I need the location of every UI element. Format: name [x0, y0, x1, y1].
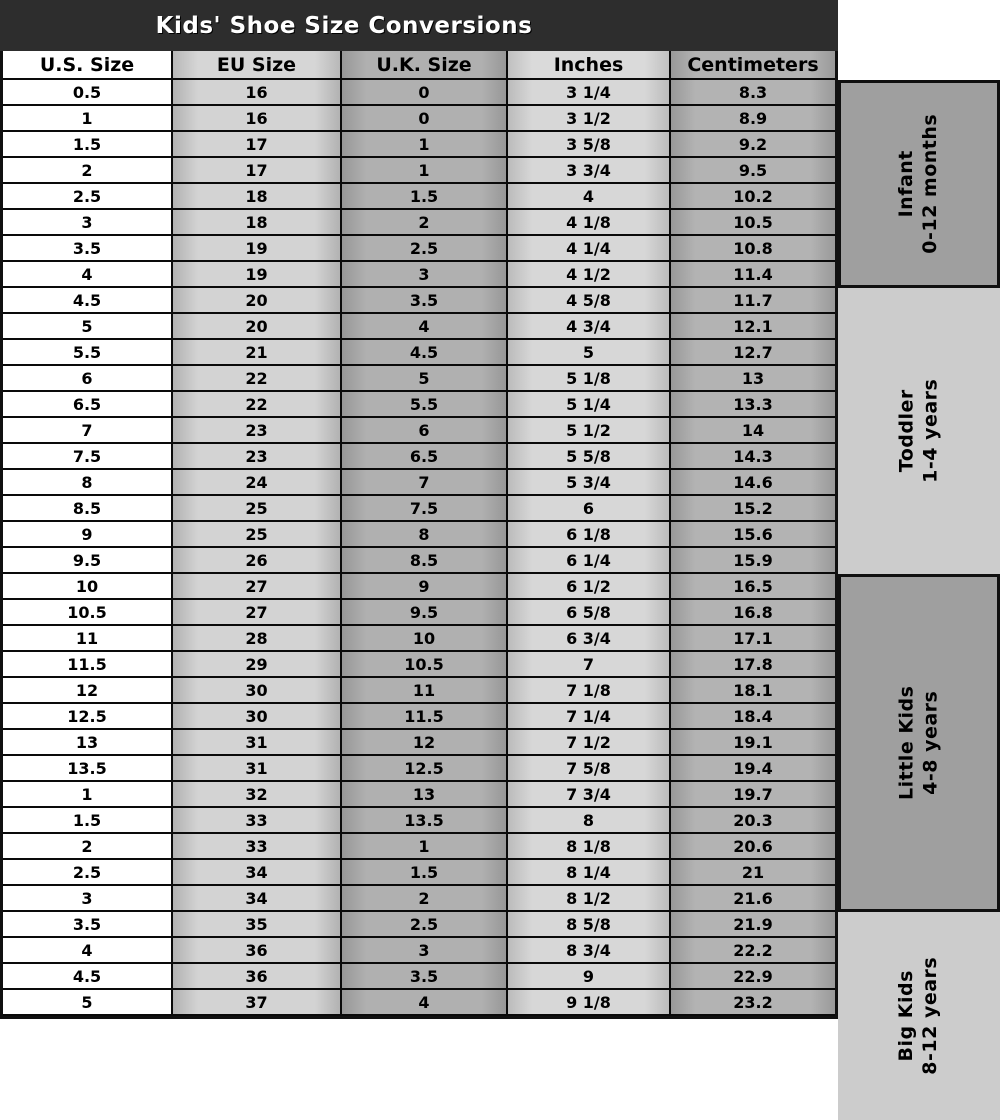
table-cell: 9: [508, 964, 671, 988]
table-cell: 5.5: [3, 340, 173, 364]
table-cell: 12.7: [671, 340, 835, 364]
table-cell: 5 1/8: [508, 366, 671, 390]
table-cell: 3: [3, 210, 173, 234]
table-cell: 5 1/4: [508, 392, 671, 416]
table-row: [3, 938, 835, 964]
table-row: [3, 418, 835, 444]
age-group-label: Toddler 1-4 years: [895, 378, 941, 484]
table-cell: 2.5: [3, 184, 173, 208]
table-cell: 9: [3, 522, 173, 546]
table-cell: 19.7: [671, 782, 835, 806]
table-row: [3, 158, 835, 184]
table-cell: 11.7: [671, 288, 835, 312]
table-row: [3, 704, 835, 730]
table-cell: 3.5: [342, 288, 508, 312]
table-row: [3, 184, 835, 210]
table-cell: 4 3/4: [508, 314, 671, 338]
table-cell: 5: [508, 340, 671, 364]
table-row: [3, 678, 835, 704]
table-cell: 3.5: [3, 236, 173, 260]
column-header-inches: Inches: [508, 51, 671, 78]
table-cell: 3: [342, 262, 508, 286]
table-cell: 30: [173, 704, 342, 728]
table-row: [3, 366, 835, 392]
table-cell: 22.9: [671, 964, 835, 988]
table-cell: 3 3/4: [508, 158, 671, 182]
table-row: [3, 132, 835, 158]
table-cell: 4: [3, 262, 173, 286]
table-cell: 18.1: [671, 678, 835, 702]
table-cell: 10.5: [342, 652, 508, 676]
table-cell: 1.5: [342, 860, 508, 884]
table-cell: 7.5: [342, 496, 508, 520]
table-cell: 13.5: [3, 756, 173, 780]
table-cell: 13: [671, 366, 835, 390]
table-cell: 20: [173, 314, 342, 338]
table-cell: 5: [3, 990, 173, 1014]
table-cell: 6: [3, 366, 173, 390]
table-cell: 6.5: [3, 392, 173, 416]
table-cell: 9: [342, 574, 508, 598]
table-cell: 37: [173, 990, 342, 1014]
table-cell: 20.3: [671, 808, 835, 832]
table-row: [3, 314, 835, 340]
table-cell: 18.4: [671, 704, 835, 728]
table-cell: 6 1/2: [508, 574, 671, 598]
table-row: [3, 782, 835, 808]
table-cell: 11.5: [342, 704, 508, 728]
table-cell: 2: [342, 886, 508, 910]
table-cell: 36: [173, 938, 342, 962]
table-cell: 4: [342, 990, 508, 1014]
table-cell: 15.9: [671, 548, 835, 572]
table-cell: 11: [3, 626, 173, 650]
table-cell: 10: [342, 626, 508, 650]
table-cell: 16.5: [671, 574, 835, 598]
table-cell: 35: [173, 912, 342, 936]
table-cell: 12: [342, 730, 508, 754]
table-cell: 11.5: [3, 652, 173, 676]
table-cell: 9.2: [671, 132, 835, 156]
table-cell: 1: [342, 834, 508, 858]
age-group-infant: [838, 80, 1000, 288]
table-cell: 5 5/8: [508, 444, 671, 468]
table-row: [3, 964, 835, 990]
table-cell: 19: [173, 236, 342, 260]
table-cell: 3 1/4: [508, 80, 671, 104]
table-cell: 4 1/2: [508, 262, 671, 286]
table-cell: 32: [173, 782, 342, 806]
table-row: [3, 652, 835, 678]
table-cell: 33: [173, 808, 342, 832]
table-cell: 4: [342, 314, 508, 338]
table-cell: 2.5: [342, 236, 508, 260]
table-row: [3, 262, 835, 288]
table-cell: 0.5: [3, 80, 173, 104]
table-row: [3, 990, 835, 1016]
table-cell: 3.5: [342, 964, 508, 988]
table-cell: 27: [173, 574, 342, 598]
table-cell: 17: [173, 132, 342, 156]
table-cell: 9 1/8: [508, 990, 671, 1014]
table-cell: 8: [3, 470, 173, 494]
table-cell: 3 5/8: [508, 132, 671, 156]
table-cell: 1.5: [3, 132, 173, 156]
table-cell: 0: [342, 80, 508, 104]
table-cell: 17.1: [671, 626, 835, 650]
table-cell: 11: [342, 678, 508, 702]
table-cell: 14.6: [671, 470, 835, 494]
table-cell: 0: [342, 106, 508, 130]
table-cell: 7 1/2: [508, 730, 671, 754]
table-cell: 5: [342, 366, 508, 390]
table-cell: 6 5/8: [508, 600, 671, 624]
table-cell: 19.1: [671, 730, 835, 754]
table-cell: 13.5: [342, 808, 508, 832]
table-cell: 7: [342, 470, 508, 494]
table-cell: 4.5: [3, 288, 173, 312]
table-cell: 27: [173, 600, 342, 624]
table-cell: 5 1/2: [508, 418, 671, 442]
table-row: [3, 548, 835, 574]
age-group-label: Big Kids 8-12 years: [895, 957, 941, 1075]
table-cell: 6: [342, 418, 508, 442]
table-row: [3, 236, 835, 262]
table-cell: 12: [3, 678, 173, 702]
table-cell: 1: [342, 158, 508, 182]
table-cell: 6 3/4: [508, 626, 671, 650]
table-body: [3, 80, 835, 1016]
table-cell: 25: [173, 496, 342, 520]
table-cell: 16: [173, 106, 342, 130]
table-cell: 9.5: [671, 158, 835, 182]
table-row: [3, 444, 835, 470]
table-cell: 24: [173, 470, 342, 494]
table-cell: 17.8: [671, 652, 835, 676]
table-row: [3, 106, 835, 132]
age-group-toddler: [838, 288, 1000, 574]
table-cell: 2.5: [342, 912, 508, 936]
table-cell: 13.3: [671, 392, 835, 416]
table-cell: 14.3: [671, 444, 835, 468]
table-cell: 2: [3, 834, 173, 858]
table-cell: 11.4: [671, 262, 835, 286]
table-cell: 2: [342, 210, 508, 234]
column-header-u-s-size: U.S. Size: [3, 51, 173, 78]
table-cell: 15.2: [671, 496, 835, 520]
table-cell: 8.5: [3, 496, 173, 520]
table-cell: 16.8: [671, 600, 835, 624]
table-row: [3, 210, 835, 236]
table-cell: 3: [3, 886, 173, 910]
table-cell: 18: [173, 184, 342, 208]
table-cell: 7 1/8: [508, 678, 671, 702]
title-bar: [0, 0, 838, 51]
table-cell: 15.6: [671, 522, 835, 546]
table-cell: 10.5: [671, 210, 835, 234]
table-cell: 36: [173, 964, 342, 988]
table-cell: 16: [173, 80, 342, 104]
table-row: [3, 834, 835, 860]
table-cell: 7: [3, 418, 173, 442]
table-cell: 19: [173, 262, 342, 286]
table-cell: 1: [3, 782, 173, 806]
table-cell: 10: [3, 574, 173, 598]
table-cell: 33: [173, 834, 342, 858]
conversion-table: [0, 51, 838, 1019]
table-cell: 4 1/8: [508, 210, 671, 234]
table-row: [3, 288, 835, 314]
table-row: [3, 626, 835, 652]
table-cell: 10.5: [3, 600, 173, 624]
table-cell: 4: [508, 184, 671, 208]
column-header-centimeters: Centimeters: [671, 51, 835, 78]
age-group-label: Little Kids 4-8 years: [895, 685, 941, 801]
table-row: [3, 80, 835, 106]
table-cell: 25: [173, 522, 342, 546]
table-cell: 4 1/4: [508, 236, 671, 260]
table-cell: 31: [173, 756, 342, 780]
header-row: [3, 51, 835, 80]
table-cell: 8.5: [342, 548, 508, 572]
column-header-u-k-size: U.K. Size: [342, 51, 508, 78]
table-cell: 17: [173, 158, 342, 182]
table-cell: 21.9: [671, 912, 835, 936]
table-cell: 8 1/4: [508, 860, 671, 884]
table-cell: 8 3/4: [508, 938, 671, 962]
table-row: [3, 340, 835, 366]
table-cell: 6.5: [342, 444, 508, 468]
column-header-eu-size: EU Size: [173, 51, 342, 78]
table-cell: 4.5: [342, 340, 508, 364]
table-cell: 8 1/8: [508, 834, 671, 858]
table-row: [3, 912, 835, 938]
table-cell: 7 5/8: [508, 756, 671, 780]
table-row: [3, 470, 835, 496]
table-cell: 4 5/8: [508, 288, 671, 312]
age-group-big-kids: [838, 912, 1000, 1120]
table-cell: 31: [173, 730, 342, 754]
table-cell: 19.4: [671, 756, 835, 780]
table-cell: 22: [173, 366, 342, 390]
table-row: [3, 808, 835, 834]
table-cell: 4.5: [3, 964, 173, 988]
table-row: [3, 730, 835, 756]
table-cell: 8.3: [671, 80, 835, 104]
table-row: [3, 496, 835, 522]
table-cell: 10.2: [671, 184, 835, 208]
table-cell: 29: [173, 652, 342, 676]
table-cell: 6: [508, 496, 671, 520]
table-cell: 1.5: [342, 184, 508, 208]
table-cell: 22: [173, 392, 342, 416]
table-cell: 5 3/4: [508, 470, 671, 494]
table-cell: 3.5: [3, 912, 173, 936]
table-cell: 8.9: [671, 106, 835, 130]
table-cell: 20.6: [671, 834, 835, 858]
table-cell: 10.8: [671, 236, 835, 260]
table-cell: 1.5: [3, 808, 173, 832]
table-cell: 3: [342, 938, 508, 962]
table-cell: 14: [671, 418, 835, 442]
table-cell: 23: [173, 444, 342, 468]
table-cell: 8 1/2: [508, 886, 671, 910]
table-cell: 28: [173, 626, 342, 650]
table-cell: 7: [508, 652, 671, 676]
age-group-little-kids: [838, 574, 1000, 912]
table-cell: 7.5: [3, 444, 173, 468]
table-cell: 21: [173, 340, 342, 364]
table-cell: 18: [173, 210, 342, 234]
table-cell: 34: [173, 886, 342, 910]
table-cell: 13: [3, 730, 173, 754]
table-cell: 34: [173, 860, 342, 884]
table-cell: 4: [3, 938, 173, 962]
table-row: [3, 600, 835, 626]
table-row: [3, 392, 835, 418]
table-cell: 6 1/8: [508, 522, 671, 546]
table-cell: 22.2: [671, 938, 835, 962]
table-cell: 12.5: [342, 756, 508, 780]
table-cell: 12.1: [671, 314, 835, 338]
table-row: [3, 574, 835, 600]
table-cell: 1: [342, 132, 508, 156]
page-title: Kids' Shoe Size Conversions: [155, 12, 533, 39]
table-cell: 1: [3, 106, 173, 130]
table-row: [3, 522, 835, 548]
table-cell: 21.6: [671, 886, 835, 910]
table-cell: 12.5: [3, 704, 173, 728]
table-cell: 5.5: [342, 392, 508, 416]
table-cell: 23: [173, 418, 342, 442]
table-cell: 26: [173, 548, 342, 572]
table-row: [3, 886, 835, 912]
table-cell: 30: [173, 678, 342, 702]
table-cell: 13: [342, 782, 508, 806]
table-cell: 3 1/2: [508, 106, 671, 130]
table-row: [3, 860, 835, 886]
table-cell: 20: [173, 288, 342, 312]
table-cell: 8: [508, 808, 671, 832]
age-group-label: Infant 0-12 months: [895, 114, 941, 254]
table-cell: 7 3/4: [508, 782, 671, 806]
table-cell: 8 5/8: [508, 912, 671, 936]
table-cell: 23.2: [671, 990, 835, 1014]
table-cell: 2.5: [3, 860, 173, 884]
table-cell: 9.5: [342, 600, 508, 624]
table-cell: 21: [671, 860, 835, 884]
table-cell: 8: [342, 522, 508, 546]
table-cell: 7 1/4: [508, 704, 671, 728]
table-cell: 6 1/4: [508, 548, 671, 572]
table-cell: 5: [3, 314, 173, 338]
table-cell: 9.5: [3, 548, 173, 572]
table-cell: 2: [3, 158, 173, 182]
table-row: [3, 756, 835, 782]
